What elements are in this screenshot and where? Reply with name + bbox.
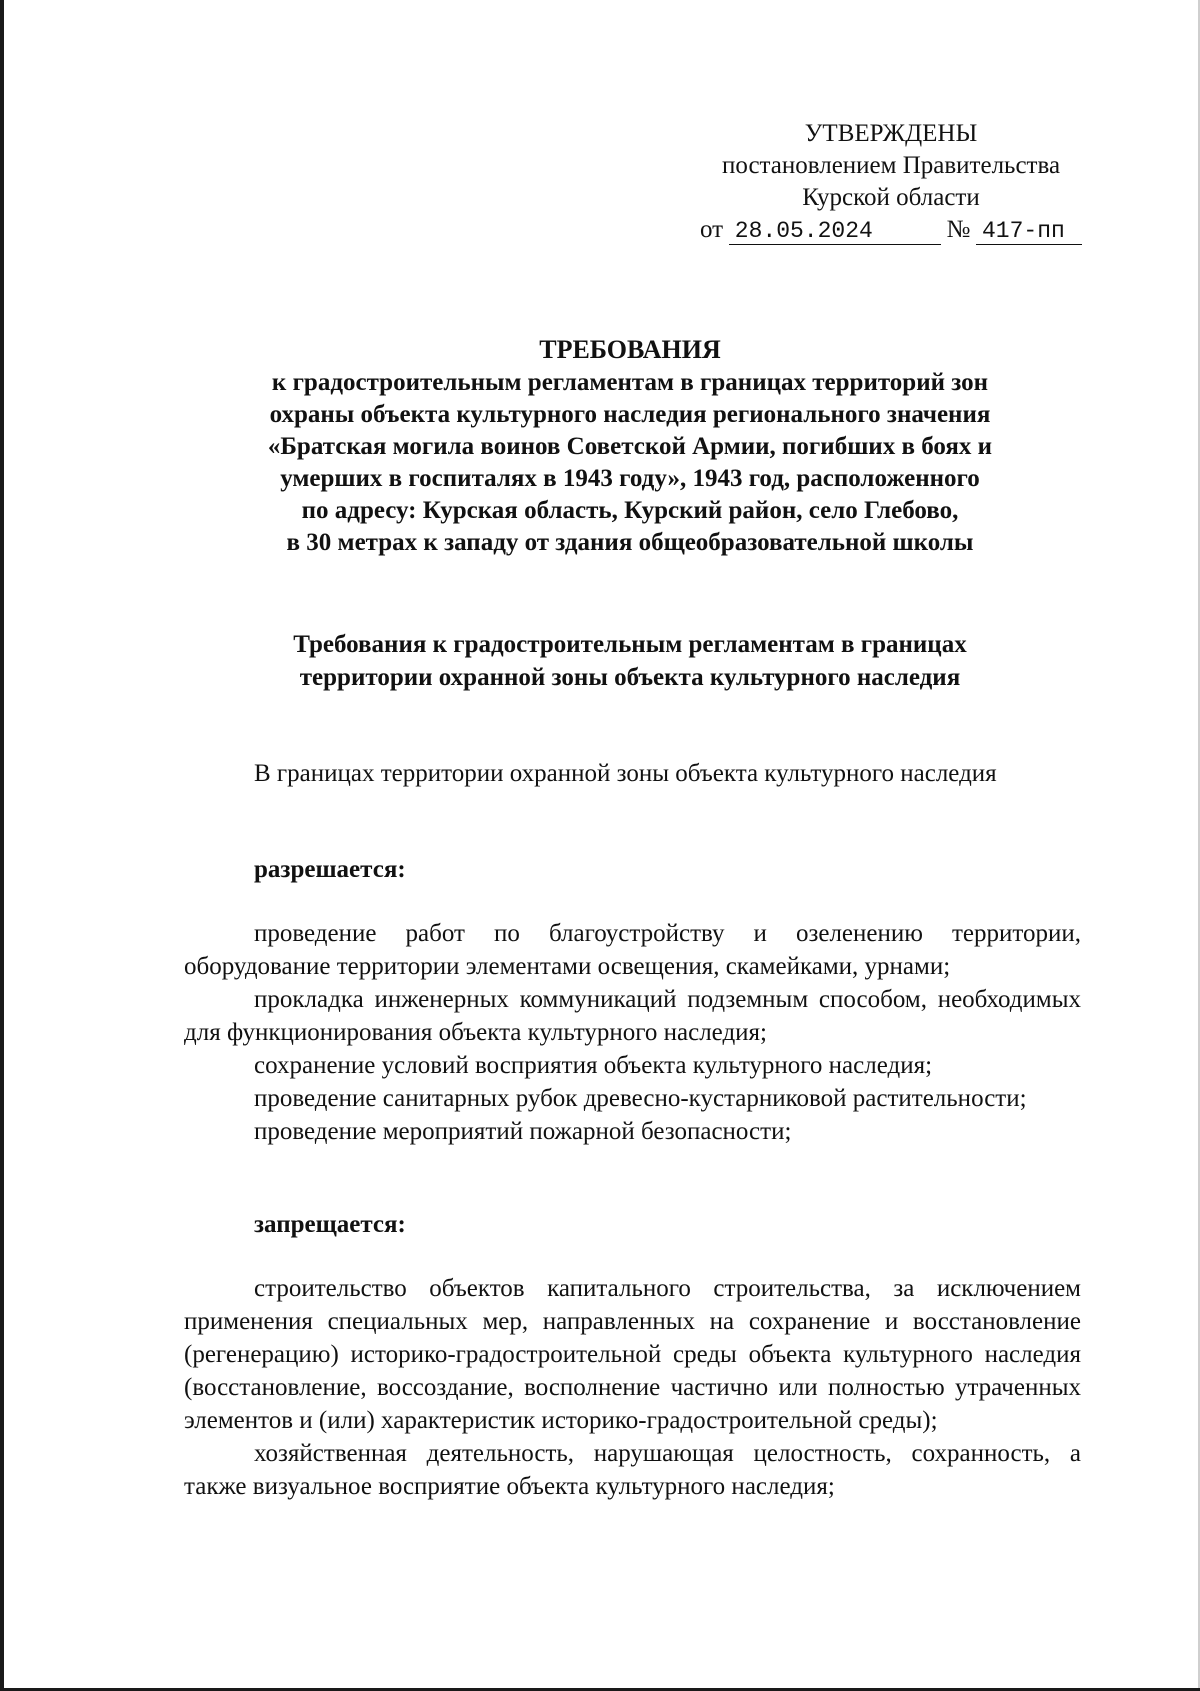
allowed-item: проведение санитарных рубок древесно-кустарниковой растительности;: [254, 1085, 1027, 1112]
allowed-heading: разрешается:: [254, 856, 406, 883]
allowed-item: прокладка инженерных коммуникаций подземным способом, необходимых для функционирования объекта культурного наследия;: [184, 986, 1081, 1046]
forbidden-heading: запрещается:: [254, 1211, 406, 1238]
title-line: к градостроительным регламентам в границах территорий зон: [271, 369, 989, 396]
approval-number: 417-пп: [976, 218, 1082, 245]
title-line: по адресу: Курская область, Курский район, село Глебово,: [301, 497, 959, 524]
approval-block: [700, 118, 1082, 246]
title-line: в 30 метрах к западу от здания общеобразовательной школы: [286, 529, 974, 556]
allowed-list: [184, 917, 1081, 1148]
approval-date: 28.05.2024: [729, 218, 941, 245]
title-line: охраны объекта культурного наследия регионального значения: [269, 401, 991, 428]
allowed-heading-block: [184, 853, 1081, 886]
allowed-item: проведение мероприятий пожарной безопасности;: [254, 1118, 792, 1145]
number-sign: №: [946, 216, 971, 243]
scan-border-left: [0, 0, 4, 1691]
approval-date-number-row: [700, 214, 1082, 246]
subtitle-line: территории охранной зоны объекта культурного наследия: [299, 664, 961, 691]
forbidden-item: строительство объектов капитального строительства, за исключением применения специальных мер, направленных на сохранение и восстановление (регенерацию) историко-градостроительной среды объекта культурного наследия (восстановление, воссоздание, восполнение частично или полностью утраченных элементов и (или) характеристик историко-градостроительной среды);: [184, 1275, 1081, 1434]
title-main: ТРЕБОВАНИЯ: [539, 335, 721, 364]
allowed-item: сохранение условий восприятия объекта культурного наследия;: [254, 1052, 933, 1079]
title-line: «Братская могила воинов Советской Армии, погибших в боях и: [267, 433, 993, 460]
subtitle-line: Требования к градостроительным регламентам в границах: [293, 631, 967, 658]
title-line: умерших в госпиталях в 1943 году», 1943 год, расположенного: [280, 465, 980, 492]
document-title: [180, 334, 1080, 559]
approval-authority: постановлением Правительства: [721, 152, 1061, 179]
forbidden-list: [184, 1272, 1081, 1503]
intro-block: [184, 757, 1081, 790]
forbidden-item: хозяйственная деятельность, нарушающая целостность, сохранность, а также визуальное восприятие объекта культурного наследия;: [184, 1440, 1081, 1500]
from-label: от: [700, 216, 724, 243]
intro-paragraph: В границах территории охранной зоны объекта культурного наследия: [254, 760, 997, 787]
forbidden-heading-block: [184, 1208, 1081, 1241]
section-subtitle: [180, 628, 1080, 694]
approval-title: УТВЕРЖДЕНЫ: [804, 120, 978, 147]
approval-region: Курской области: [802, 184, 980, 211]
allowed-item: проведение работ по благоустройству и озеленению территории, оборудование территории элементами освещения, скамейками, урнами;: [184, 920, 1081, 980]
